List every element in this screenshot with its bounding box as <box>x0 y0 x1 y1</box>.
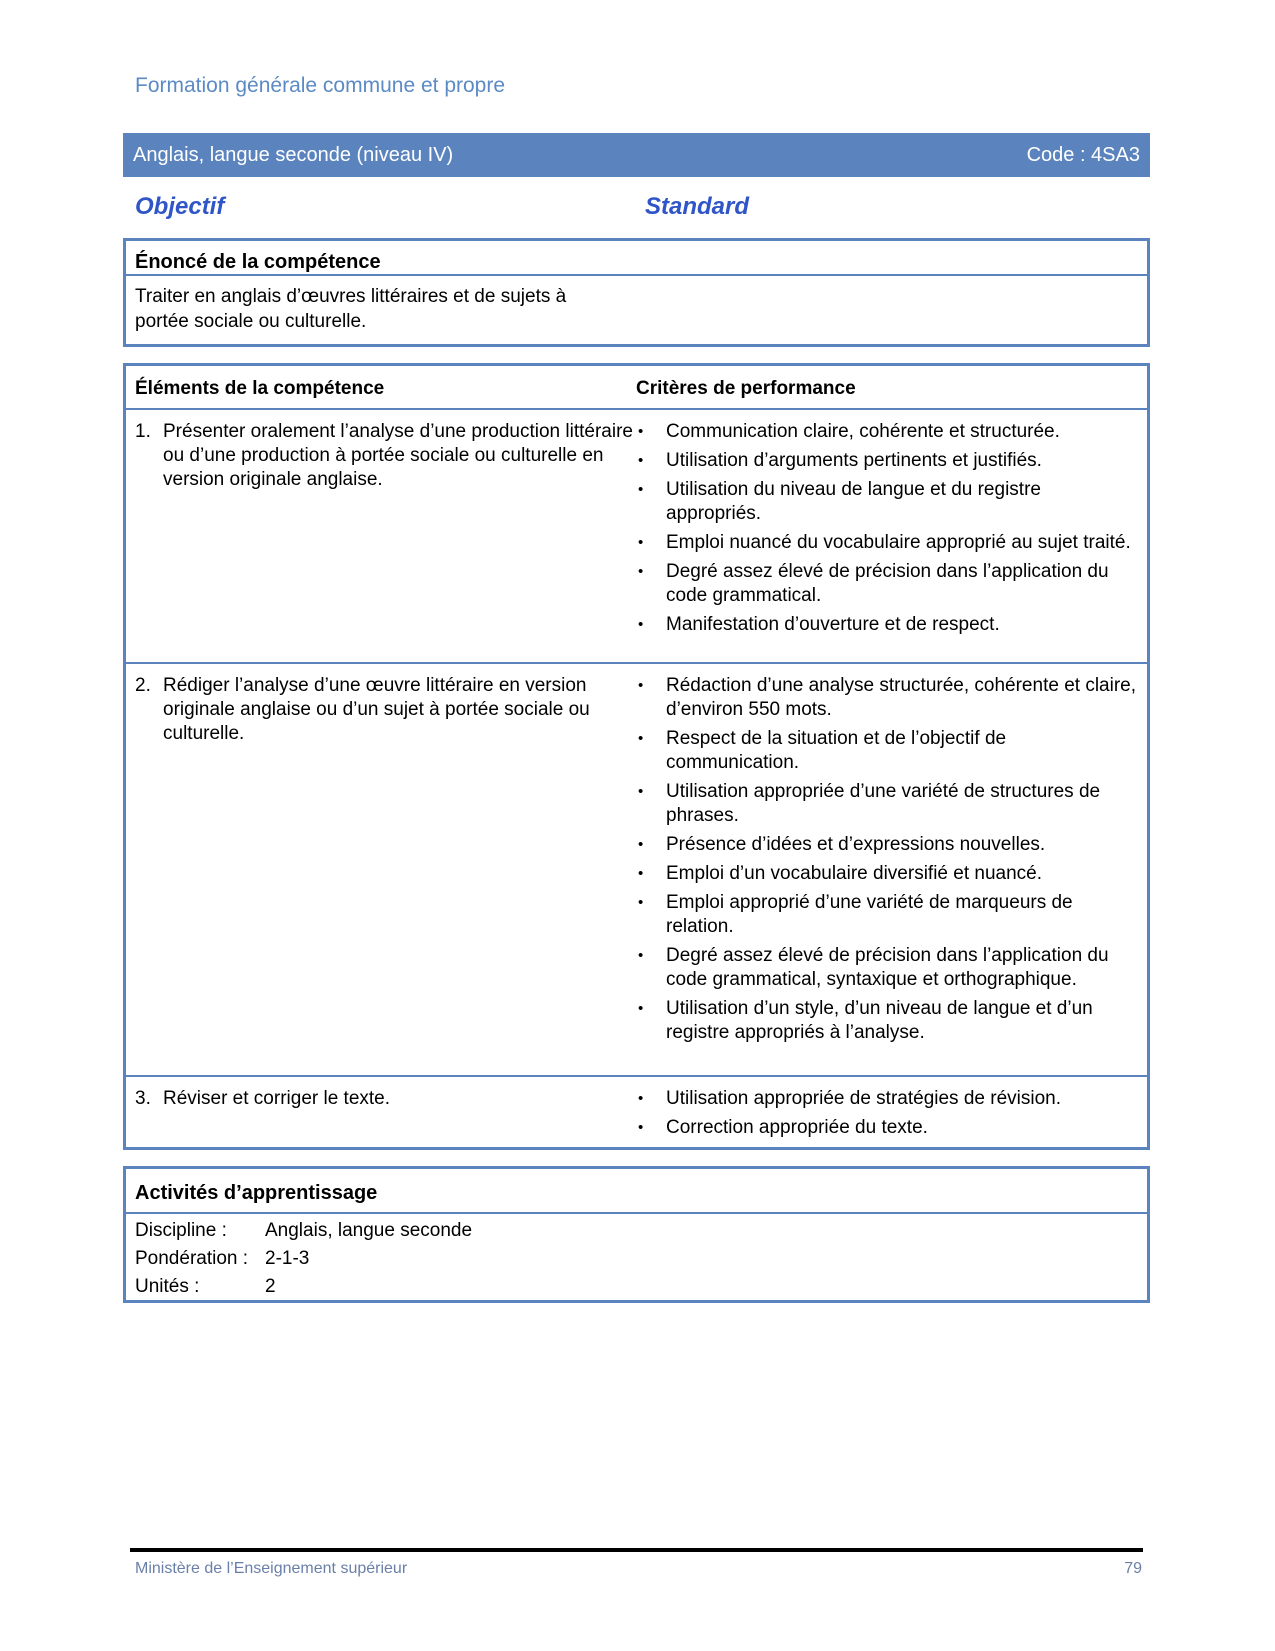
criterion-item: • Utilisation appropriée d’une variété de structures de phrases. <box>638 781 1101 826</box>
info-value: 2 <box>265 1276 276 1297</box>
criterion-item: • Degré assez élevé de précision dans l’application du code grammatical. <box>638 561 1109 606</box>
criterion-item: • Communication claire, cohérente et structurée. <box>638 421 1060 442</box>
bullet-icon: • <box>638 865 644 882</box>
bullet-icon: • <box>638 783 644 800</box>
element-2 <box>126 674 636 1075</box>
criterion-item: • Utilisation d’arguments pertinents et justifiés. <box>638 450 1042 471</box>
info-value: 2-1-3 <box>265 1248 310 1269</box>
activites-box <box>123 1166 1150 1303</box>
criterion-item: • Utilisation du niveau de langue et du registre appropriés. <box>638 479 1041 524</box>
criteria-list-1 <box>636 420 1146 637</box>
bullet-icon: • <box>638 1119 644 1136</box>
element-number: 1. <box>135 421 151 442</box>
info-row-unites <box>126 1273 1147 1301</box>
info-label: Pondération : <box>135 1248 249 1269</box>
competence-title: Énoncé de la compétence <box>135 251 381 273</box>
criterion-item: • Correction appropriée du texte. <box>638 1117 928 1138</box>
criterion-item: • Emploi approprié d’une variété de marqueurs de relation. <box>638 892 1073 937</box>
info-label: Discipline : <box>135 1220 227 1241</box>
info-value: Anglais, langue seconde <box>265 1220 473 1241</box>
criterion-item: • Rédaction d’une analyse structurée, cohérente et claire, d’environ 550 mots. <box>638 675 1136 720</box>
element-3 <box>126 1087 636 1145</box>
footer-ministry: Ministère de l’Enseignement supérieur <box>135 1560 408 1577</box>
bullet-icon: • <box>638 616 644 633</box>
course-code: Code : 4SA3 <box>1026 143 1140 166</box>
page-number: 79 <box>1124 1560 1142 1577</box>
bullet-icon: • <box>638 836 644 853</box>
elements-table-header <box>126 366 1147 408</box>
criterion-item: • Présence d’idées et d’expressions nouvelles. <box>638 834 1046 855</box>
criterion-item: • Utilisation appropriée de stratégies de révision. <box>638 1088 1061 1109</box>
bullet-icon: • <box>638 1090 644 1107</box>
standard-heading: Standard <box>645 193 750 220</box>
element-number: 2. <box>135 675 151 696</box>
course-title: Anglais, langue seconde (niveau IV) <box>133 143 454 166</box>
objectif-heading: Objectif <box>135 193 225 220</box>
criterion-item: • Degré assez élevé de précision dans l’application du code grammatical, syntaxique et orthographique. <box>638 945 1109 990</box>
info-label: Unités : <box>135 1276 200 1297</box>
competence-text: Traiter en anglais d’œuvres littéraires et de sujets à portée sociale ou culturelle. <box>135 286 567 332</box>
criteria-header-label: Critères de performance <box>636 378 856 399</box>
elements-table <box>123 363 1150 1150</box>
criterion-item: • Utilisation d’un style, d’un niveau de langue et d’un registre appropriés à l’analyse. <box>638 998 1093 1043</box>
element-row-1 <box>126 410 1147 662</box>
elements-header-label: Éléments de la compétence <box>135 378 385 399</box>
bullet-icon: • <box>638 677 644 694</box>
element-1 <box>126 420 636 662</box>
activites-title: Activités d’apprentissage <box>135 1182 378 1204</box>
info-row-discipline <box>126 1217 1147 1245</box>
element-row-2 <box>126 664 1147 1075</box>
page-header: Formation générale commune et propre <box>135 74 506 97</box>
course-title-bar <box>123 133 1150 177</box>
element-number: 3. <box>135 1088 151 1109</box>
info-row-ponderation <box>126 1245 1147 1273</box>
bullet-icon: • <box>638 1000 644 1017</box>
bullet-icon: • <box>638 534 644 551</box>
criterion-item: • Manifestation d’ouverture et de respect. <box>638 614 1000 635</box>
bullet-icon: • <box>638 894 644 911</box>
competence-box <box>123 238 1150 347</box>
bullet-icon: • <box>638 947 644 964</box>
criterion-item: • Respect de la situation et de l’objectif de communication. <box>638 728 1007 773</box>
criteria-list-2 <box>636 674 1146 1045</box>
criteria-list-3 <box>636 1087 1146 1140</box>
element-text: Présenter oralement l’analyse d’une production littéraire ou d’une production à portée sociale ou culturelle en version originale anglaise. <box>163 421 633 490</box>
element-text: Rédiger l’analyse d’une œuvre littéraire en version originale anglaise ou d’un sujet à portée sociale ou culturelle. <box>163 675 590 744</box>
element-row-3 <box>126 1077 1147 1145</box>
bullet-icon: • <box>638 423 644 440</box>
criterion-item: • Emploi d’un vocabulaire diversifié et nuancé. <box>638 863 1042 884</box>
criterion-item: • Emploi nuancé du vocabulaire approprié au sujet traité. <box>638 532 1131 553</box>
footer-rule <box>130 1548 1143 1552</box>
bullet-icon: • <box>638 452 644 469</box>
bullet-icon: • <box>638 563 644 580</box>
element-text: Réviser et corriger le texte. <box>163 1088 391 1109</box>
bullet-icon: • <box>638 730 644 747</box>
bullet-icon: • <box>638 481 644 498</box>
